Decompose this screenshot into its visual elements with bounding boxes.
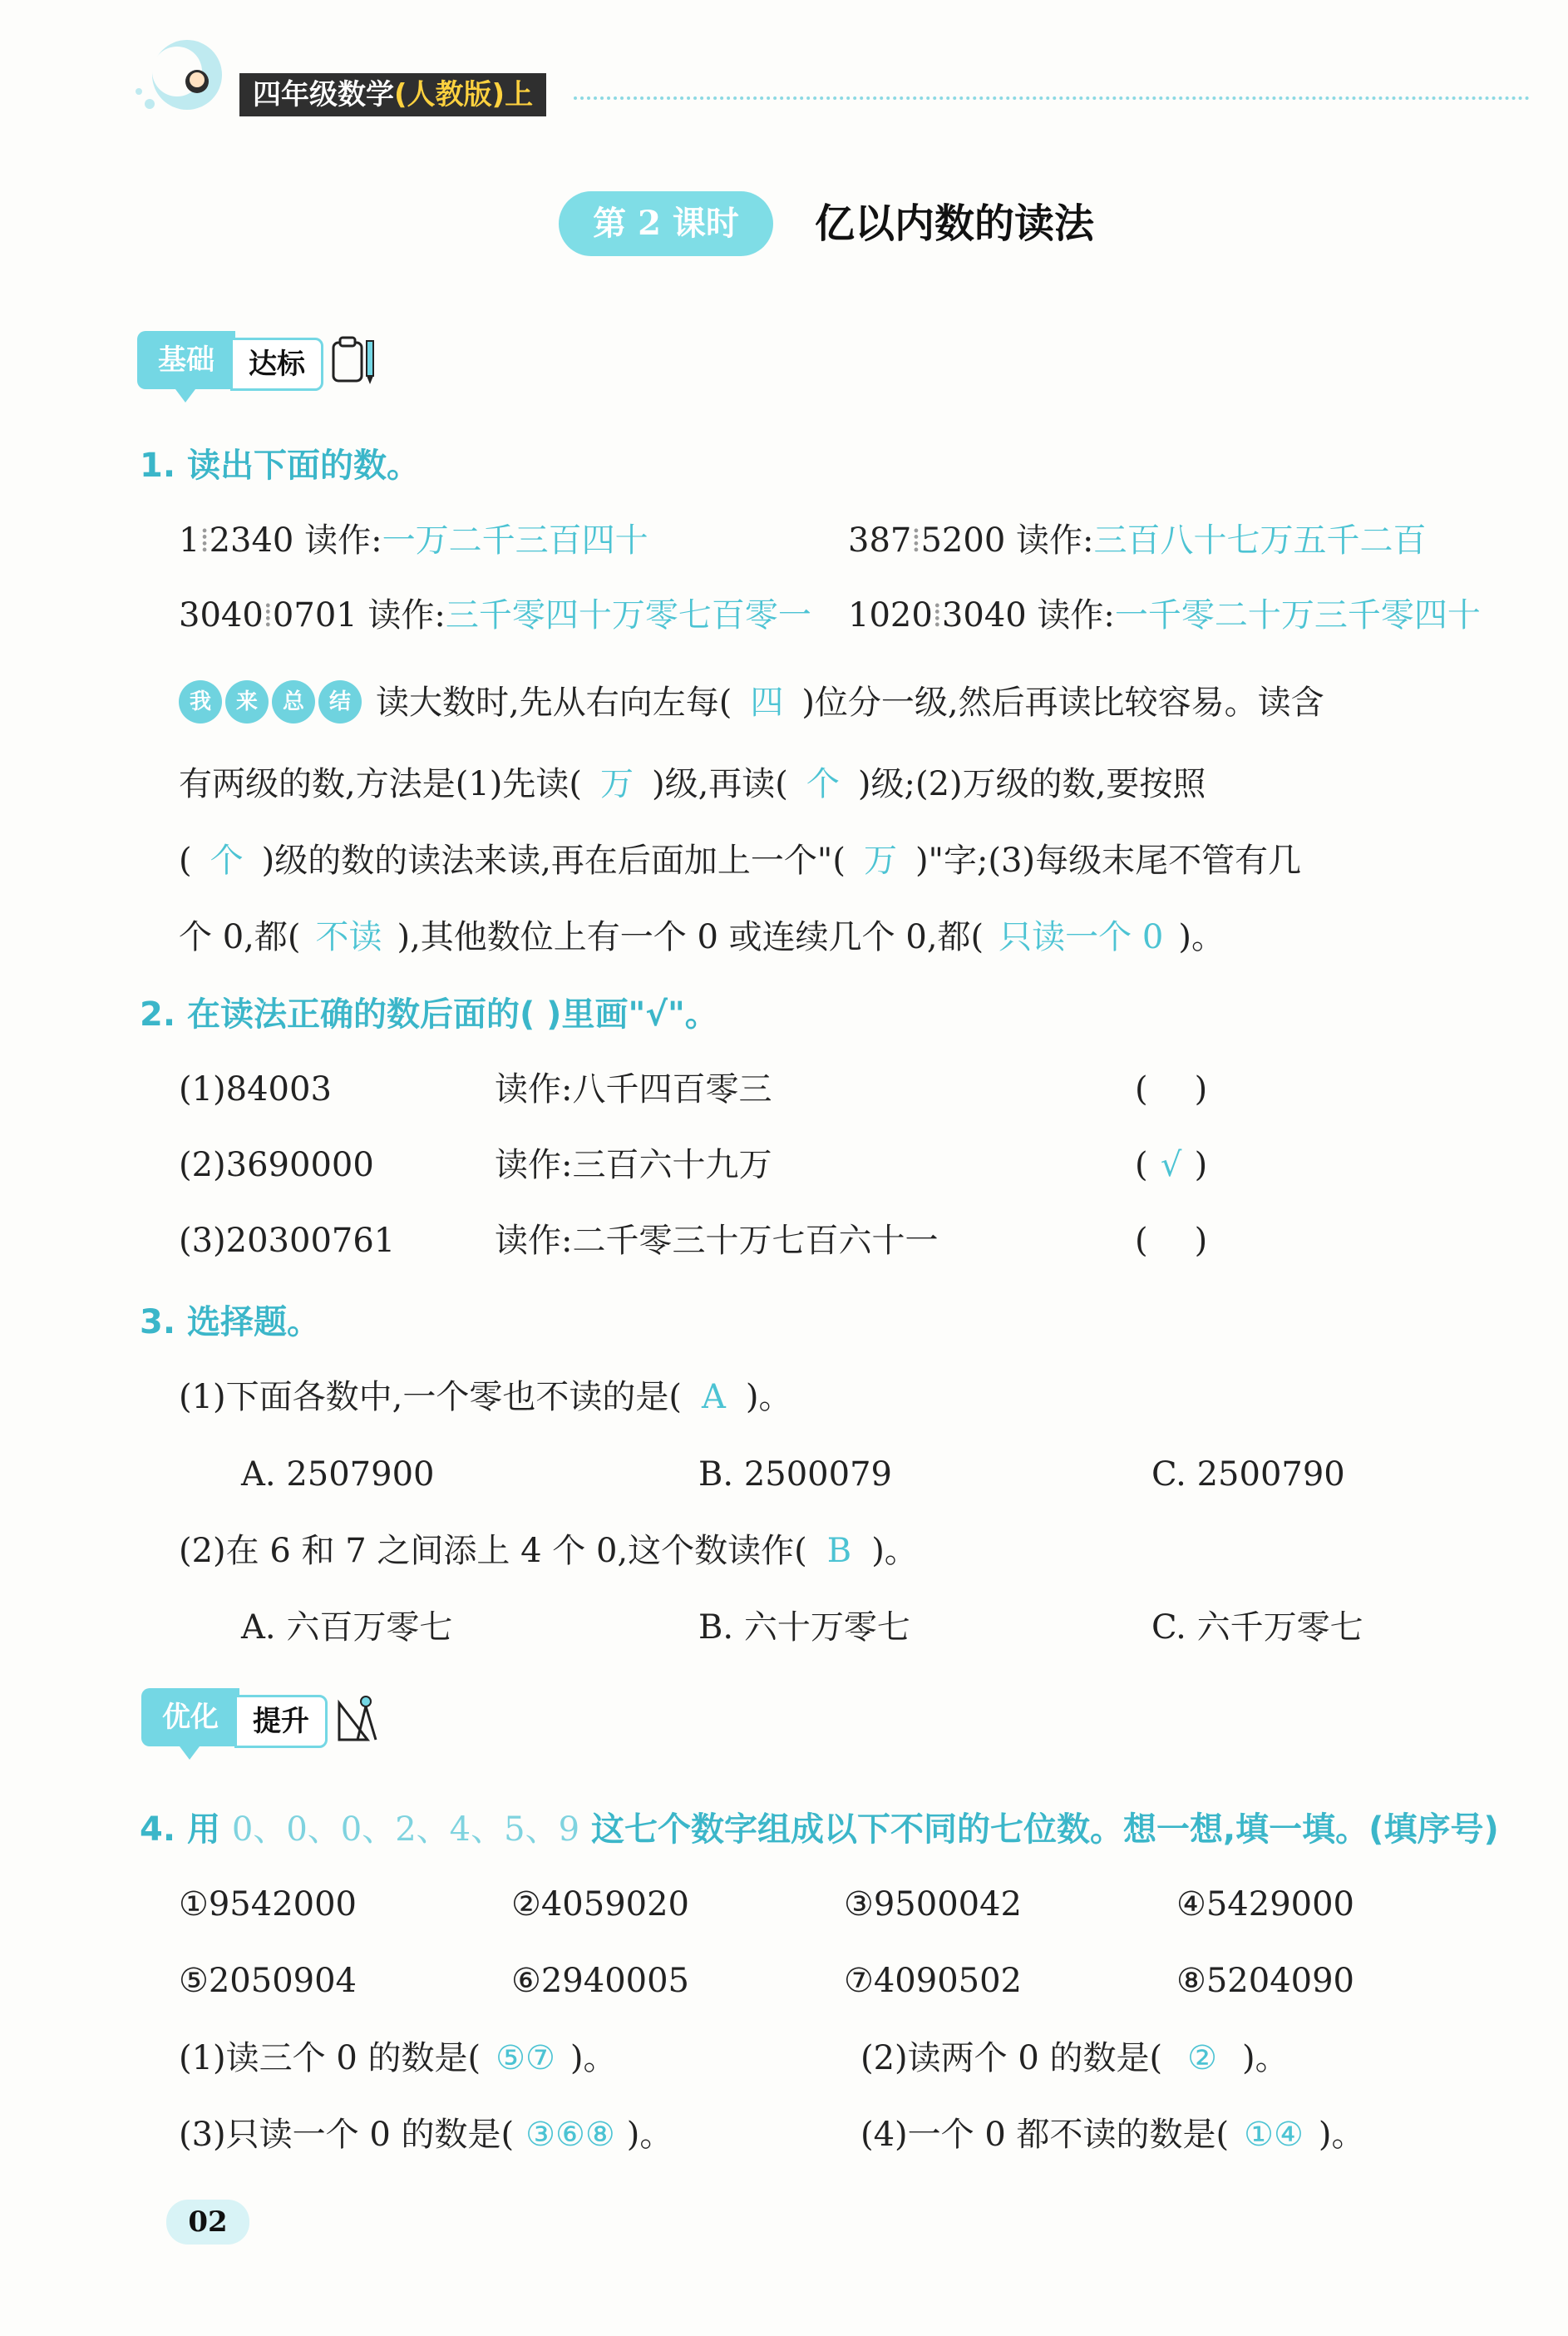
q1-item-1: 1⁞2340 读作:一万二千三百四十 xyxy=(179,521,648,560)
number-part-low: 2340 xyxy=(209,521,294,560)
answer-text: 四 xyxy=(750,684,784,722)
section-advanced-tag: 优化 xyxy=(141,1688,239,1746)
answer-text: 一万二千三百四十 xyxy=(382,521,648,560)
read-as-label: 读作: xyxy=(1026,596,1115,635)
answer-text: 万 xyxy=(599,765,634,803)
read-as-label: 读作: xyxy=(1005,521,1094,560)
stem-text: (2)在 6 和 7 之间添上 4 个 0,这个数读作( xyxy=(179,1532,807,1570)
q2-item-3-reading: 读作:二千零三十万七百六十一 xyxy=(495,1222,939,1260)
number-part-low: 0701 xyxy=(272,596,357,635)
stem-text: (1)下面各数中,一个零也不读的是( xyxy=(179,1378,682,1416)
stem-text: )。 xyxy=(626,2116,673,2154)
paren-open: ( xyxy=(1135,1146,1148,1184)
lesson-title: 亿以内数的读法 xyxy=(815,200,1095,247)
stem-text: )。 xyxy=(745,1378,792,1416)
q3-sub1-option-c[interactable]: C. 2500790 xyxy=(1151,1455,1345,1494)
answer-text: 万 xyxy=(863,842,897,880)
number-part-low: 5200 xyxy=(920,521,1006,560)
q4-number-5: ⑤2050904 xyxy=(179,1962,357,2000)
read-as-label: 读作: xyxy=(293,521,382,560)
clipboard-pencil-icon xyxy=(330,334,380,388)
ruler-compass-icon xyxy=(334,1692,384,1745)
answer-text: 一千零二十万三千零四十 xyxy=(1114,596,1481,635)
title-text: 4. 用 xyxy=(140,1810,232,1849)
summary-line-2 xyxy=(179,763,1206,805)
check-mark: √ xyxy=(1160,1146,1182,1184)
answer-text: 三千零四十万零七百零一 xyxy=(445,596,811,635)
answer-text: 三百八十七万五千二百 xyxy=(1093,521,1427,560)
paren-close: ) xyxy=(1194,1222,1208,1260)
stem-text: )。 xyxy=(1318,2116,1365,2154)
stem-text: (2)读两个 0 的数是( xyxy=(860,2039,1163,2077)
answer-text: ⑤⑦ xyxy=(496,2039,555,2077)
header-grade: 四年级数学 xyxy=(253,78,394,111)
q4-number-2: ②4059020 xyxy=(511,1885,690,1924)
q4-number-3: ③9500042 xyxy=(844,1885,1023,1924)
summary-badge xyxy=(179,680,365,728)
summary-text: )级,再读( xyxy=(651,765,788,803)
answer-text: B xyxy=(826,1532,852,1570)
q4-number-4: ④5429000 xyxy=(1176,1885,1355,1924)
lesson-number: 第 2 课时 xyxy=(559,191,773,256)
section-basic-tag: 基础 xyxy=(137,331,235,389)
q3-sub2-option-a[interactable]: A. 六百万零七 xyxy=(241,1608,453,1647)
header-edition: (人教版) xyxy=(394,78,505,111)
paren-open: ( xyxy=(1135,1222,1148,1260)
stem-text: (4)一个 0 都不读的数是( xyxy=(860,2116,1230,2154)
summary-pill: 来 xyxy=(225,680,269,724)
q1-title: 1. 读出下面的数。 xyxy=(140,447,420,485)
answer-text: 只读一个 0 xyxy=(998,918,1164,956)
q4-sub4 xyxy=(860,2114,1364,2156)
summary-pill: 结 xyxy=(318,680,362,724)
stem-text: )。 xyxy=(871,1532,918,1570)
summary-text: )位分一级,然后再读比较容易。读含 xyxy=(801,684,1324,722)
read-as-label: 读作: xyxy=(357,596,446,635)
q2-item-2-reading: 读作:三百六十九万 xyxy=(495,1146,772,1184)
answer-text: 不读 xyxy=(315,918,382,956)
title-text: 这七个数字组成以下不同的七位数。想一想,填一填。(填序号) xyxy=(579,1810,1499,1849)
number-part-low: 3040 xyxy=(941,596,1027,635)
q2-item-1-number: (1)84003 xyxy=(179,1070,332,1109)
q3-sub2-stem xyxy=(179,1530,918,1572)
answer-text: A xyxy=(701,1378,726,1416)
summary-text: 个 0,都( xyxy=(179,918,301,956)
summary-text: ),其他数位上有一个 0 或连续几个 0,都( xyxy=(397,918,984,956)
summary-line-3 xyxy=(179,840,1301,882)
answer-text: 个 xyxy=(210,842,244,880)
q4-number-7: ⑦4090502 xyxy=(844,1962,1023,2000)
q3-sub1-option-b[interactable]: B. 2500079 xyxy=(698,1455,892,1494)
answer-text: ①④ xyxy=(1244,2116,1304,2154)
q2-title: 2. 在读法正确的数后面的( )里画"√"。 xyxy=(140,995,718,1034)
header-volume: 上 xyxy=(505,78,534,111)
q2-item-3-answer-box[interactable] xyxy=(1135,1220,1207,1262)
q4-number-6: ⑥2940005 xyxy=(511,1962,690,2000)
q4-sub3 xyxy=(179,2114,673,2156)
section-advanced-subtag: 提升 xyxy=(234,1695,328,1748)
summary-text: )级的数的读法来读,再在后面加上一个"( xyxy=(261,842,846,880)
q3-title: 3. 选择题。 xyxy=(140,1303,320,1341)
q2-item-1-answer-box[interactable] xyxy=(1135,1069,1207,1110)
q3-sub1-stem xyxy=(179,1376,791,1418)
paren-close: ) xyxy=(1194,1146,1208,1184)
summary-text: ( xyxy=(179,842,192,880)
q4-number-8: ⑧5204090 xyxy=(1176,1962,1355,2000)
summary-pill: 我 xyxy=(179,680,222,724)
q4-sub1 xyxy=(179,2037,616,2079)
summary-text: 有两级的数,方法是(1)先读( xyxy=(179,765,582,803)
answer-text: ③⑥⑧ xyxy=(525,2116,615,2154)
header-grade-bar xyxy=(239,73,546,116)
q1-item-4: 1020⁞3040 读作:一千零二十万三千零四十 xyxy=(848,596,1481,635)
summary-text: )"字;(3)每级末尾不管有几 xyxy=(915,842,1302,880)
q2-item-3-number: (3)20300761 xyxy=(179,1222,396,1260)
q4-sub2 xyxy=(860,2037,1289,2079)
answer-text: ② xyxy=(1187,2039,1218,2077)
stem-text: )。 xyxy=(570,2039,617,2077)
summary-pill: 总 xyxy=(272,680,315,724)
q2-item-1-reading: 读作:八千四百零三 xyxy=(495,1070,772,1109)
q2-item-2-number: (2)3690000 xyxy=(179,1146,374,1184)
q1-item-2: 387⁞5200 读作:三百八十七万五千二百 xyxy=(848,521,1427,560)
header-divider xyxy=(574,96,1530,100)
summary-line-4 xyxy=(179,916,1225,958)
page-number: 02 xyxy=(166,2200,249,2245)
number-part-high: 3040 xyxy=(179,596,264,635)
summary-text: )级;(2)万级的数,要按照 xyxy=(857,765,1206,803)
summary-text: )。 xyxy=(1178,918,1225,956)
number-part-high: 1020 xyxy=(848,596,933,635)
q2-item-2-answer-box[interactable] xyxy=(1135,1144,1207,1186)
section-basic-subtag: 达标 xyxy=(230,338,323,391)
q3-sub2-option-c[interactable]: C. 六千万零七 xyxy=(1151,1608,1363,1647)
paren-open: ( xyxy=(1135,1070,1148,1109)
summary-line-1 xyxy=(376,682,1324,724)
number-part-high: 387 xyxy=(848,521,912,560)
stem-text: (1)读三个 0 的数是( xyxy=(179,2039,481,2077)
stem-text: (3)只读一个 0 的数是( xyxy=(179,2116,515,2154)
mascot-logo-icon xyxy=(129,33,245,125)
q1-item-3: 3040⁞0701 读作:三千零四十万零七百零一 xyxy=(179,596,811,635)
q4-number-1: ①9542000 xyxy=(179,1885,357,1924)
digit-list: 0、0、0、2、4、5、9 xyxy=(231,1810,580,1849)
answer-text: 个 xyxy=(806,765,840,803)
paren-close: ) xyxy=(1194,1070,1208,1109)
q3-sub2-option-b[interactable]: B. 六十万零七 xyxy=(698,1608,910,1647)
q3-sub1-option-a[interactable]: A. 2507900 xyxy=(241,1455,435,1494)
stem-text: )。 xyxy=(1242,2039,1289,2077)
number-part-high: 1 xyxy=(179,521,200,560)
q4-title xyxy=(140,1809,1499,1850)
summary-text: 读大数时,先从右向左每( xyxy=(376,684,732,722)
